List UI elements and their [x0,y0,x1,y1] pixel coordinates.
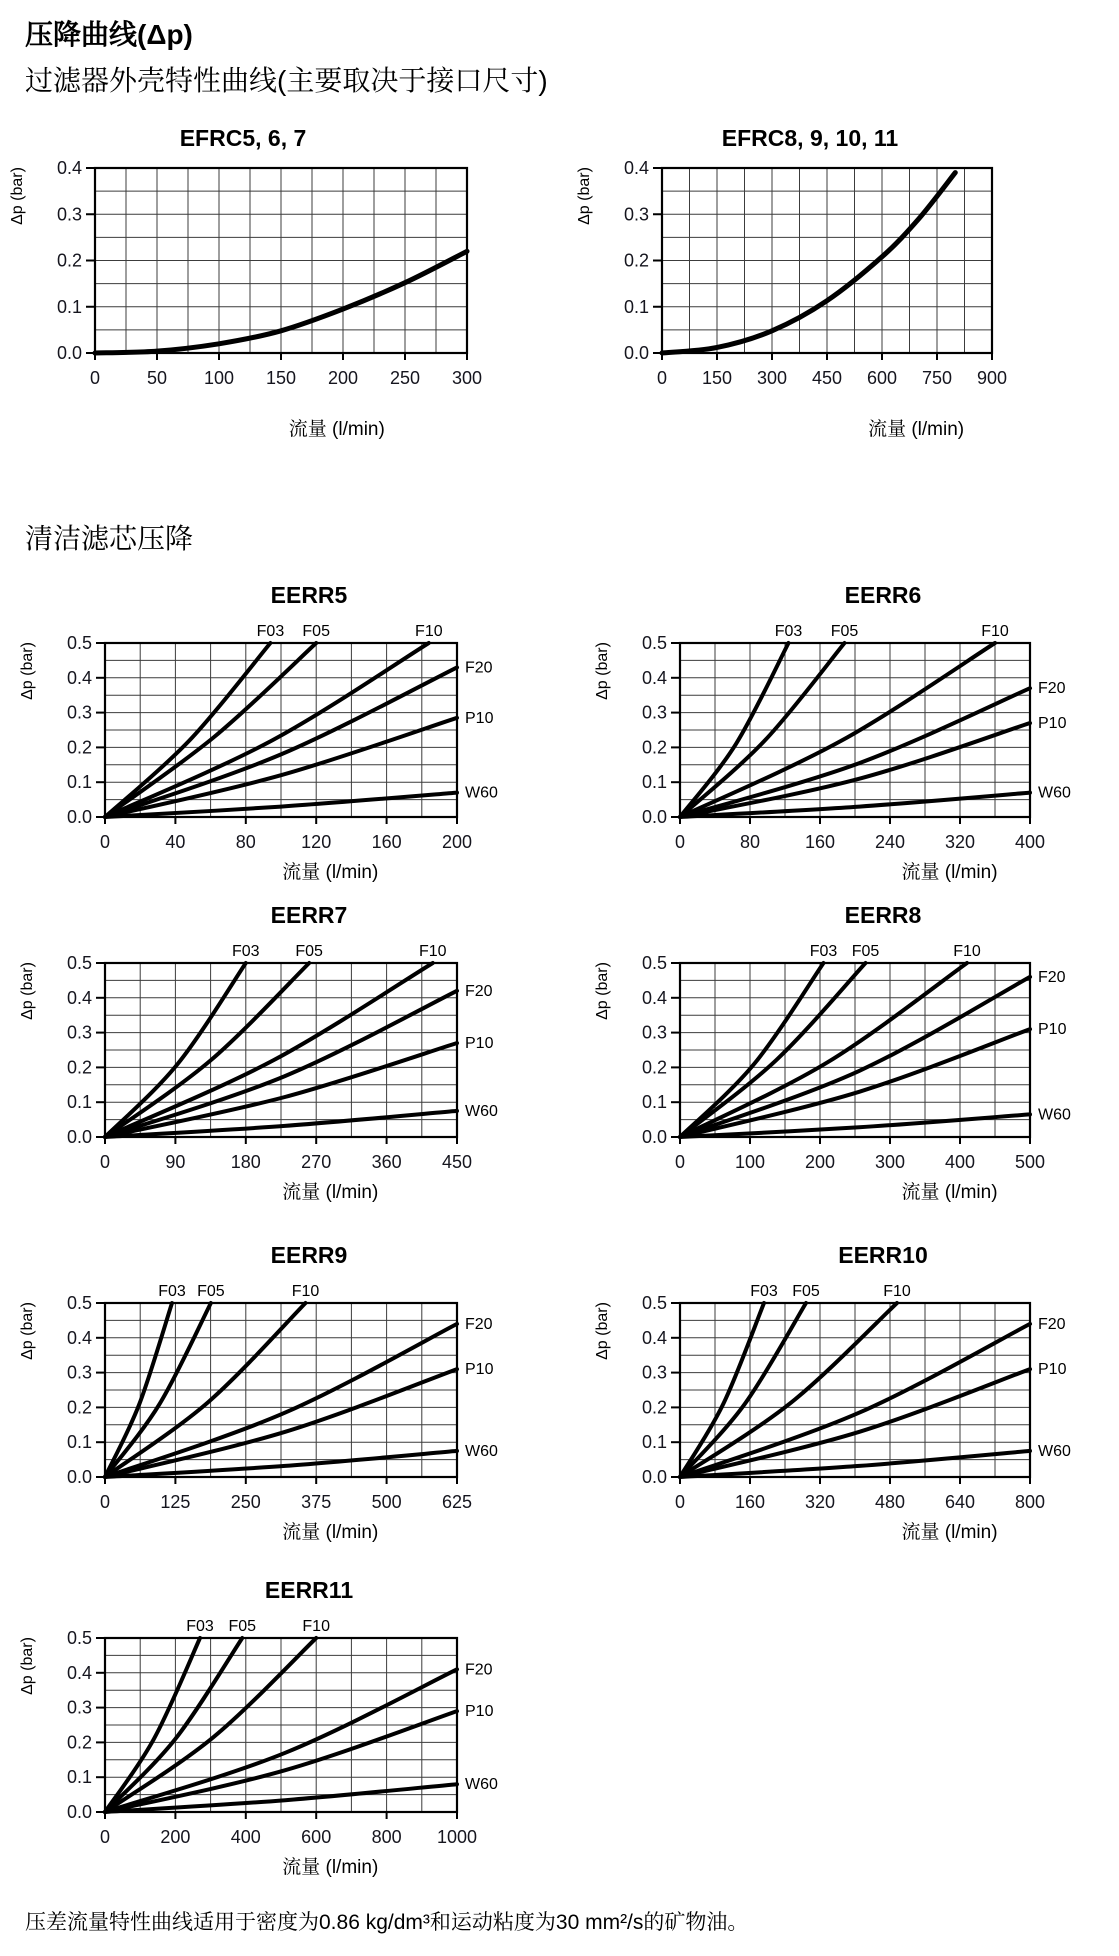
curve-label-f10: F10 [981,623,1009,640]
grid [105,1638,457,1812]
y-tick-label: 0.5 [66,633,92,653]
y-tick-label: 0.1 [641,1092,667,1113]
curve-label-w60: W60 [1038,1106,1071,1124]
curve-label-f03: F03 [809,943,838,960]
x-tick-label: 750 [921,368,953,388]
chart-eerr9 [19,1242,498,1543]
curve-label-f03: F03 [774,623,803,640]
y-axis-label: Δp (bar) [19,1637,36,1695]
curve-label-f03: F03 [750,1283,778,1300]
x-axis-label: 流量 (l/min) [282,1857,379,1878]
x-tick-label: 120 [301,832,332,852]
x-tick-label: 0 [99,1152,111,1172]
y-tick-label: 0.0 [56,343,82,363]
curve-label-f05: F05 [228,1618,257,1635]
curve-label-f03: F03 [232,943,260,960]
curve-label-p10: P10 [1038,1021,1067,1039]
y-tick-label: 0.0 [623,343,649,363]
y-tick-label: 0.0 [641,1467,667,1487]
x-axis-label: 流量 (l/min) [288,419,385,440]
x-tick-label: 90 [165,1152,186,1172]
y-tick-label: 0.2 [641,1057,667,1078]
x-tick-label: 200 [160,1827,191,1847]
x-axis-label: 流量 (l/min) [901,862,998,883]
y-tick-label: 0.2 [56,250,82,271]
y-tick-label: 0.5 [641,953,667,973]
curve-label-f10: F10 [953,943,981,960]
x-axis-label: 流量 (l/min) [282,862,379,883]
y-tick-label: 0.4 [641,1327,667,1348]
curve-label-f10: F10 [418,943,447,960]
section-clean-element-title: 清洁滤芯压降 [25,523,194,554]
y-tick-label: 0.3 [66,1697,92,1718]
x-tick-label: 250 [230,1492,261,1512]
y-tick-label: 0.1 [641,1432,667,1453]
curve-label-p10: P10 [465,1361,494,1379]
grid [105,643,457,817]
y-tick-label: 0.2 [641,737,667,758]
y-tick-label: 0.2 [641,1397,667,1418]
curve-label-f03: F03 [186,1618,214,1635]
chart-eerr6 [594,582,1071,883]
y-tick-label: 0.4 [66,667,92,688]
curve-label-f20: F20 [1038,968,1066,986]
chart-title: EFRC8, 9, 10, 11 [721,125,899,151]
x-tick-label: 640 [944,1492,976,1512]
y-tick-label: 0.3 [641,702,667,723]
x-axis-label: 流量 (l/min) [282,1522,379,1543]
x-tick-label: 40 [165,832,186,852]
y-tick-label: 0.3 [66,1022,92,1043]
y-tick-label: 0.0 [641,1127,667,1147]
x-tick-label: 200 [804,1152,836,1172]
x-tick-label: 450 [811,368,843,388]
curve-label-f20: F20 [465,1315,493,1333]
x-tick-label: 50 [146,368,168,388]
chart-eerr5 [19,582,498,883]
curve-label-w60: W60 [1038,784,1071,802]
curve-label-f03: F03 [256,623,285,640]
y-tick-label: 0.1 [623,296,649,317]
x-tick-label: 900 [976,368,1008,388]
curve-label-f03: F03 [158,1283,186,1300]
y-tick-label: 0.4 [56,158,82,178]
x-tick-label: 625 [441,1492,473,1512]
chart-title: EFRC5, 6, 7 [179,125,307,151]
curve-label-w60: W60 [1038,1442,1071,1460]
y-tick-label: 0.1 [641,772,667,793]
y-tick-label: 0.3 [66,702,92,723]
curve-label-f05: F05 [851,943,880,960]
curve-label-f10: F10 [883,1283,911,1300]
curve-label-f05: F05 [792,1283,820,1300]
y-tick-label: 0.0 [641,807,667,827]
y-tick-label: 0.4 [66,1662,92,1683]
curve-label-p10: P10 [465,1703,494,1721]
x-tick-label: 400 [230,1827,261,1847]
y-tick-label: 0.0 [66,1467,92,1487]
curve-label-w60: W60 [465,1102,498,1120]
x-tick-label: 0 [674,1492,686,1512]
x-tick-label: 200 [441,832,473,852]
curve-label-f10: F10 [291,1283,320,1300]
y-tick-label: 0.5 [66,1293,92,1313]
x-tick-label: 800 [1014,1492,1046,1512]
x-tick-label: 250 [389,368,421,388]
y-tick-label: 0.4 [641,667,667,688]
y-axis-label: Δp (bar) [9,167,26,225]
x-tick-label: 360 [371,1152,402,1172]
chart-eerr8 [594,902,1071,1203]
y-tick-label: 0.3 [56,204,82,225]
y-tick-label: 0.3 [641,1362,667,1383]
chart-eerr10 [594,1242,1071,1543]
y-axis-label: Δp (bar) [19,962,36,1020]
curve-label-f20: F20 [1038,680,1066,698]
curve-label-f20: F20 [465,982,493,1000]
x-tick-label: 0 [674,832,686,852]
curve-label-w60: W60 [465,784,498,802]
curve-label-w60: W60 [465,1442,498,1460]
x-tick-label: 200 [327,368,359,388]
x-tick-label: 320 [804,1492,836,1512]
y-tick-label: 0.2 [623,250,649,271]
y-tick-label: 0.3 [623,204,649,225]
curve-label-p10: P10 [1038,715,1067,733]
grid [95,168,467,353]
curve-label-f05: F05 [830,623,859,640]
chart-title: EERR9 [270,1242,348,1268]
x-tick-label: 270 [301,1152,332,1172]
grid [680,643,1030,817]
x-tick-label: 160 [734,1492,766,1512]
x-axis-label: 流量 (l/min) [901,1182,998,1203]
x-tick-label: 0 [99,832,111,852]
y-tick-label: 0.4 [623,158,649,178]
y-tick-label: 0.2 [66,1397,92,1418]
x-tick-label: 320 [944,832,976,852]
x-tick-label: 450 [441,1152,473,1172]
y-axis-label: Δp (bar) [594,642,611,700]
y-tick-label: 0.2 [66,1732,92,1753]
curve-label-f05: F05 [302,623,330,640]
curve-label-f10: F10 [415,623,443,640]
x-tick-label: 100 [734,1152,766,1172]
chart-eerr7 [19,902,498,1203]
y-tick-label: 0.2 [66,737,92,758]
x-tick-label: 600 [301,1827,332,1847]
chart-title: EERR5 [270,582,348,608]
chart-title: EERR6 [844,582,922,608]
y-tick-label: 0.4 [66,1327,92,1348]
page-subtitle: 过滤器外壳特性曲线(主要取决于接口尺寸) [25,65,548,96]
curve-label-p10: P10 [465,1035,494,1053]
x-tick-label: 150 [265,368,297,388]
chart-title: EERR7 [270,902,348,928]
x-tick-label: 125 [160,1492,191,1512]
x-axis-label: 流量 (l/min) [901,1522,998,1543]
y-axis-label: Δp (bar) [594,1302,611,1360]
chart-efrc-5-6-7 [9,125,482,440]
page-title: 压降曲线(Δp) [25,19,193,50]
grid [662,168,992,353]
y-tick-label: 0.1 [66,1767,92,1788]
x-tick-label: 480 [874,1492,906,1512]
curve-label-f10: F10 [302,1618,330,1635]
y-tick-label: 0.5 [66,1628,92,1648]
x-tick-label: 240 [874,832,906,852]
chart-efrc-8-9-10-11 [576,125,1007,440]
x-tick-label: 1000 [436,1827,478,1847]
curve-label-f05: F05 [197,1283,225,1300]
curve-label-f20: F20 [465,659,493,677]
x-tick-label: 300 [451,368,483,388]
curve-label-p10: P10 [465,709,494,727]
chart-title: EERR11 [264,1577,354,1603]
x-tick-label: 0 [99,1492,111,1512]
x-tick-label: 600 [866,368,898,388]
x-tick-label: 0 [674,1152,686,1172]
x-tick-label: 100 [203,368,235,388]
x-tick-label: 0 [89,368,101,388]
y-tick-label: 0.4 [66,987,92,1008]
x-tick-label: 0 [99,1827,111,1847]
x-tick-label: 400 [1014,832,1046,852]
chart-eerr11 [19,1577,498,1878]
y-tick-label: 0.0 [66,1127,92,1147]
x-axis-label: 流量 (l/min) [868,419,965,440]
x-tick-label: 0 [656,368,668,388]
curve-housing-curve [662,173,955,353]
x-tick-label: 80 [235,832,256,852]
x-tick-label: 375 [301,1492,332,1512]
y-tick-label: 0.0 [66,1802,92,1822]
curve-label-f20: F20 [1038,1315,1066,1333]
curve-label-p10: P10 [1038,1361,1067,1379]
y-tick-label: 0.3 [66,1362,92,1383]
footnote: 压差流量特性曲线适用于密度为0.86 kg/dm³和运动粘度为30 mm²/s的矿物油。 [25,1911,749,1934]
x-tick-label: 160 [371,832,402,852]
y-tick-label: 0.2 [66,1057,92,1078]
chart-title: EERR10 [838,1242,928,1268]
y-tick-label: 0.5 [641,1293,667,1313]
x-tick-label: 300 [756,368,788,388]
y-axis-label: Δp (bar) [19,642,36,700]
y-tick-label: 0.5 [641,633,667,653]
curve-label-f20: F20 [465,1661,493,1679]
y-tick-label: 0.4 [641,987,667,1008]
y-axis-label: Δp (bar) [594,962,611,1020]
curve-label-f05: F05 [295,943,323,960]
x-tick-label: 160 [804,832,836,852]
x-tick-label: 300 [874,1152,906,1172]
x-axis-label: 流量 (l/min) [282,1182,379,1203]
y-axis-label: Δp (bar) [19,1302,36,1360]
y-tick-label: 0.1 [66,772,92,793]
chart-title: EERR8 [844,902,922,928]
x-tick-label: 500 [371,1492,402,1512]
y-tick-label: 0.0 [66,807,92,827]
y-axis-label: Δp (bar) [576,167,593,225]
y-tick-label: 0.1 [66,1432,92,1453]
y-tick-label: 0.1 [66,1092,92,1113]
x-tick-label: 180 [230,1152,261,1172]
curve-label-w60: W60 [465,1776,498,1794]
x-tick-label: 150 [701,368,733,388]
x-tick-label: 800 [371,1827,402,1847]
x-tick-label: 80 [739,832,761,852]
y-tick-label: 0.3 [641,1022,667,1043]
y-tick-label: 0.5 [66,953,92,973]
x-tick-label: 400 [944,1152,976,1172]
x-tick-label: 500 [1014,1152,1046,1172]
y-tick-label: 0.1 [56,296,82,317]
